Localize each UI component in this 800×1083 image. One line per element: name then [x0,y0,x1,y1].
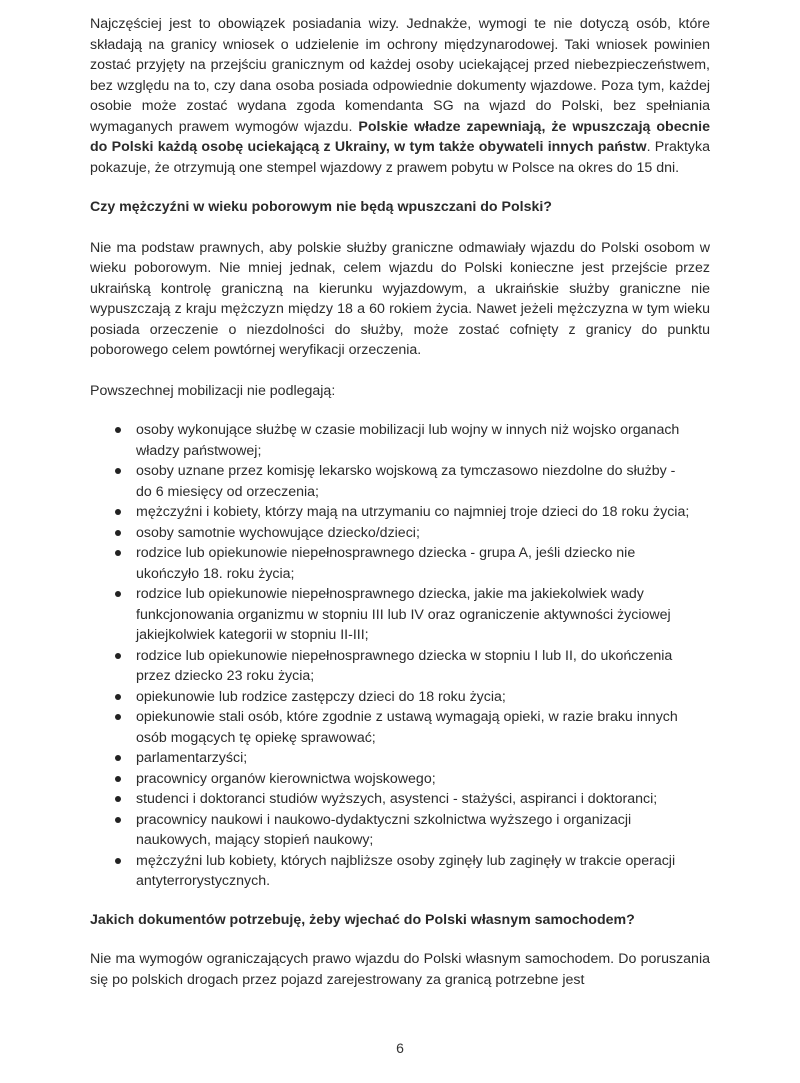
bullet-icon [115,530,121,536]
bullet-icon [115,796,121,802]
list-item-text: osoby uznane przez komisję lekarsko wojskową za tymczasowo niezdolne do służby - do 6 miesięcy od orzeczenia; [136,463,676,500]
bullet-icon [115,550,121,556]
list-item [90,707,710,748]
bullet-icon [115,653,121,659]
list-item [90,502,710,523]
list-item [90,748,710,769]
bullet-icon [115,755,121,761]
list-item-text: opiekunowie lub rodzice zastępczy dzieci do 18 roku życia; [136,688,506,705]
mobilization-list-intro: Powszechnej mobilizacji nie podlegają: [90,382,336,399]
intro-text-a: Najczęściej jest to obowiązek posiadania wizy. Jednakże, wymogi te nie dotyczą osób, które składają na granicy wniosek o udzielenie im ochrony międzynarodowej. Taki wniosek powinien zostać przyjęty na przejściu granicznym od każdej osoby uciekającej przed niebezpieczeństwem, bez względu na to, czy dana osoba posiada odpowiednie dokumenty wjazdowe. Poza tym, każdej osobie może zostać wydana zgoda komendanta SG na wjazd do Polski, bez spełniania wymaganych prawem wymogów wjazdu. [90,16,710,135]
list-item [90,523,710,544]
list-item-text: rodzice lub opiekunowie niepełnosprawnego dziecka - grupa A, jeśli dziecko nie ukończyło 18. roku życia; [136,545,636,582]
list-item-text: rodzice lub opiekunowie niepełnosprawnego dziecka w stopniu I lub II, do ukończenia przez dziecko 23 roku życia; [136,647,673,684]
conscription-paragraph: Nie ma podstaw prawnych, aby polskie służby graniczne odmawiały wjazdu do Polski osobom w wieku poborowym. Nie mniej jednak, celem wjazdu do Polski konieczne jest przejście przez ukraińską kontrolę graniczną na kierunku wyjazdowym, a ukraińskie służby graniczne nie wypuszczają z kraju mężczyzn między 18 a 60 rokiem życia. Nawet jeżeli mężczyzna w tym wieku posiada orzeczenie o niezdolności do służby, może zostać cofnięty z granicy do punktu poborowego celem powtórnej weryfikacji orzeczenia. [90,239,710,358]
intro-bold-statement: Polskie władze zapewniają, że wpuszczają obecnie do Polski każdą osobę uciekającą z Ukrainy, w tym także obywateli innych państw [90,118,710,155]
page-number: 6 [396,1040,404,1056]
list-item [90,769,710,790]
mobilization-exemption-list [90,420,710,892]
list-item-text: parlamentarzyści; [136,750,248,766]
list-item [90,789,710,810]
intro-paragraph [90,14,710,178]
list-item-text: studenci i doktoranci studiów wyższych, asystenci - stażyści, aspiranci i doktoranci; [136,791,658,807]
list-item [90,687,710,708]
bullet-icon [115,776,121,782]
document-page [90,14,710,990]
list-item-text: osoby samotnie wychowujące dziecko/dzieci; [136,524,420,541]
bullet-icon [115,714,121,720]
list-item-text: opiekunowie stali osób, które zgodnie z ustawą wymagają opieki, w razie braku innych osób mogących tę opiekę sprawować; [136,709,678,746]
bullet-icon [115,427,121,433]
bullet-icon [115,591,121,597]
section-heading-car-documents: Jakich dokumentów potrzebuję, żeby wjechać do Polski własnym samochodem? [90,911,635,928]
list-item [90,543,710,584]
bullet-icon [115,509,121,515]
bullet-icon [115,858,121,864]
list-item [90,584,710,646]
bullet-icon [115,694,121,700]
bullet-icon [115,468,121,474]
list-item [90,461,710,502]
intro-text-b: . Praktyka pokazuje, że otrzymują one stempel wjazdowy z prawem pobytu w Polsce na okres do 15 dni. [90,139,710,176]
car-documents-paragraph: Nie ma wymogów ograniczających prawo wjazdu do Polski własnym samochodem. Do poruszania się po polskich drogach przez pojazd zarejestrowany za granicą potrzebne jest [90,951,710,988]
section-heading-conscription: Czy mężczyźni w wieku poborowym nie będą wpuszczani do Polski? [90,199,552,215]
list-item-text: pracownicy organów kierownictwa wojskowego; [136,770,436,787]
list-item-text: osoby wykonujące służbę w czasie mobilizacji lub wojny w innych niż wojsko organach władzy państwowej; [136,422,680,459]
list-item-text: mężczyźni lub kobiety, których najbliższe osoby zginęły lub zaginęły w trakcie operacji antyterrorystycznych. [136,852,676,889]
list-item [90,646,710,687]
list-item-text: pracownicy naukowi i naukowo-dydaktyczni szkolnictwa wyższego i organizacji naukowych, mający stopień naukowy; [136,811,632,848]
list-item [90,810,710,851]
list-item [90,420,710,461]
list-item [90,851,710,892]
list-item-text: mężczyźni i kobiety, którzy mają na utrzymaniu co najmniej troje dzieci do 18 roku życia; [136,504,690,520]
bullet-icon [115,817,121,823]
list-item-text: rodzice lub opiekunowie niepełnosprawnego dziecka, jakie ma jakiekolwiek wady funkcjonowania organizmu w stopniu III lub IV oraz ograniczenie aktywności życiowej jakiejkolwiek kategorii w stopniu II-III; [136,586,671,643]
